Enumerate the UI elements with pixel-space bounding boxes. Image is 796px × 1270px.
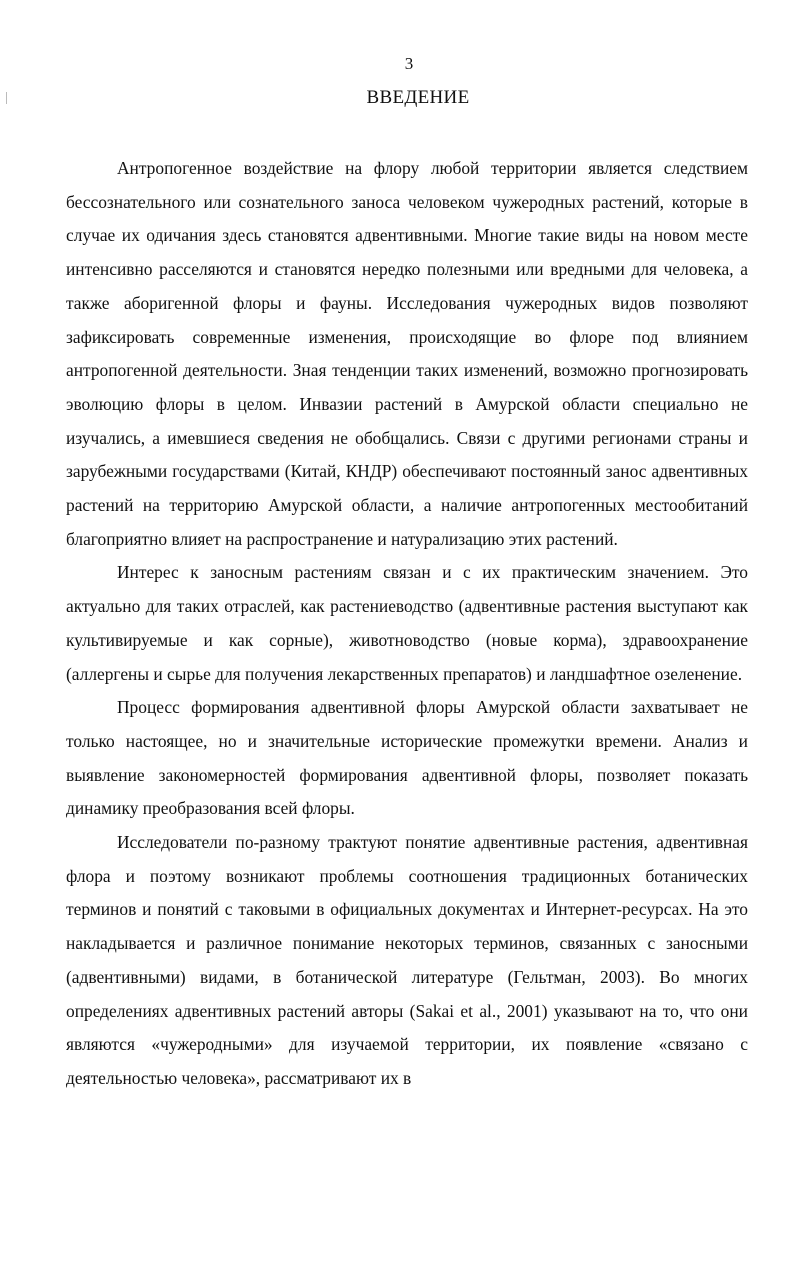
body-text [66,152,748,1096]
paragraph-4: Исследователи по-разному трактуют понятие адвентивные растения, адвентивная флора и поэтому возникают проблемы соотношения традиционных ботанических терминов и понятий с таковыми в официальных документах и Интернет-ресурсах. На это накладывается и различное понимание некоторых терминов, связанных с заносными (адвентивными) видами, в ботанической литературе (Гельтман, 2003). Во многих определениях адвентивных растений авторы (Sakai et al., 2001) указывают на то, что они являются «чужеродными» для изучаемой территории, их появление «связано с деятельностью человека», рассматривают их в [66,832,748,1088]
page-number: 3 [404,54,414,73]
paragraph-2: Интерес к заносным растениям связан и с их практическим значением. Это актуально для таких отраслей, как растениеводство (адвентивные растения выступают как культивируемые и как сорные), животноводство (новые корма), здравоохранение (аллергены и сырье для получения лекарственных препаратов) и ландшафтное озеленение. [66,562,748,684]
paragraph-1: Антропогенное воздействие на флору любой территории является следствием бессознательного или сознательного заноса человеком чужеродных растений, которые в случае их одичания здесь становятся адвентивными. Многие такие виды на новом месте интенсивно расселяются и становятся нередко полезными или вредными для человека, а также аборигенной флоры и фауны. Исследования чужеродных видов позволяют зафиксировать современные изменения, происходящие во флоре под влиянием антропогенной деятельности. Зная тенденции таких изменений, возможно прогнозировать эволюцию флоры в целом. Инвазии растений в Амурской области специально не изучались, а имевшиеся сведения не обобщались. Связи с другими регионами страны и зарубежными государствами (Китай, КНДР) обеспечивают постоянный занос адвентивных растений на территорию Амурской области, а наличие антропогенных местообитаний благоприятно влияет на распространение и натурализацию этих растений. [66,158,748,549]
paragraph-3: Процесс формирования адвентивной флоры Амурской области захватывает не только настоящее, но и значительные исторические промежутки времени. Анализ и выявление закономерностей формирования адвентивной флоры, позволяет показать динамику преобразования всей флоры. [66,697,748,819]
page-title: ВВЕДЕНИЕ [366,87,470,108]
